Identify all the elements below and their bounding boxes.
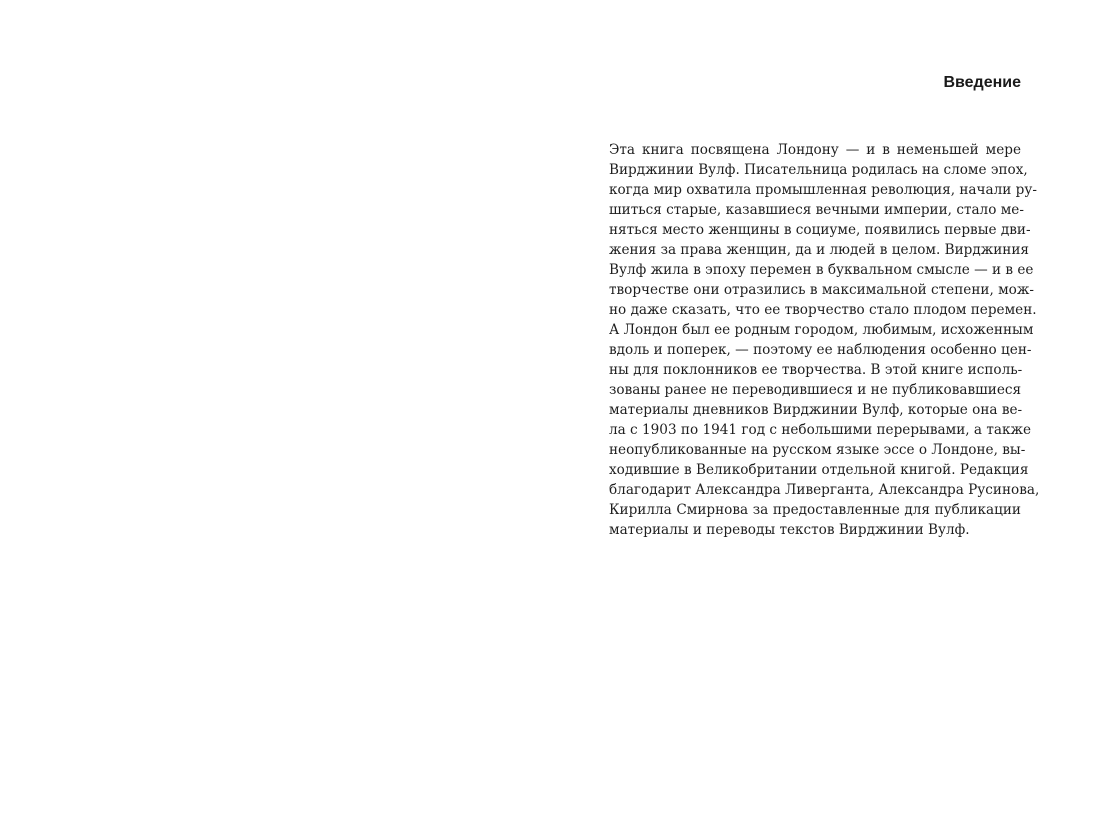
- text-line: Эта книга посвящена Лондону — и в неменьшей мере: [609, 142, 1021, 158]
- text-line: жения за права женщин, да и людей в целом. Вирджиния: [609, 242, 1029, 258]
- text-line: неопубликованные на русском языке эссе о Лондоне, вы-: [609, 442, 1026, 458]
- text-line: шиться старые, казавшиеся вечными империи, стало ме-: [609, 202, 1024, 218]
- text-line: творчестве они отразились в максимальной степени, мож-: [609, 282, 1034, 298]
- text-line: ны для поклонников ее творчества. В этой книге исполь-: [609, 362, 1023, 378]
- text-line: благодарит Александра Ливерганта, Александра Русинова,: [609, 482, 1040, 498]
- text-line: Кирилла Смирнова за предоставленные для публикации: [609, 502, 1021, 518]
- text-line: ходившие в Великобритании отдельной книгой. Редакция: [609, 462, 1029, 478]
- text-line: А Лондон был ее родным городом, любимым, исхоженным: [609, 322, 1034, 338]
- text-line: но даже сказать, что ее творчество стало плодом перемен.: [609, 302, 1037, 318]
- text-line: ла с 1903 по 1941 год с небольшими перерывами, а также: [609, 422, 1031, 438]
- text-line: материалы дневников Вирджинии Вулф, которые она ве-: [609, 402, 1023, 418]
- text-line: материалы и переводы текстов Вирджинии Вулф.: [609, 522, 970, 538]
- chapter-title: Введение: [943, 74, 1021, 91]
- text-line: Вулф жила в эпоху перемен в буквальном смысле — и в ее: [609, 262, 1034, 278]
- text-line: когда мир охватила промышленная революция, начали ру-: [609, 182, 1037, 198]
- text-line: Вирджинии Вулф. Писательница родилась на сломе эпох,: [609, 162, 1028, 178]
- text-line: вдоль и поперек, — поэтому ее наблюдения особенно цен-: [609, 342, 1032, 358]
- text-line: няться место женщины в социуме, появились первые дви-: [609, 222, 1031, 238]
- body-paragraph: [609, 140, 1040, 540]
- text-line: зованы ранее не переводившиеся и не публиковавшиеся: [609, 382, 1022, 398]
